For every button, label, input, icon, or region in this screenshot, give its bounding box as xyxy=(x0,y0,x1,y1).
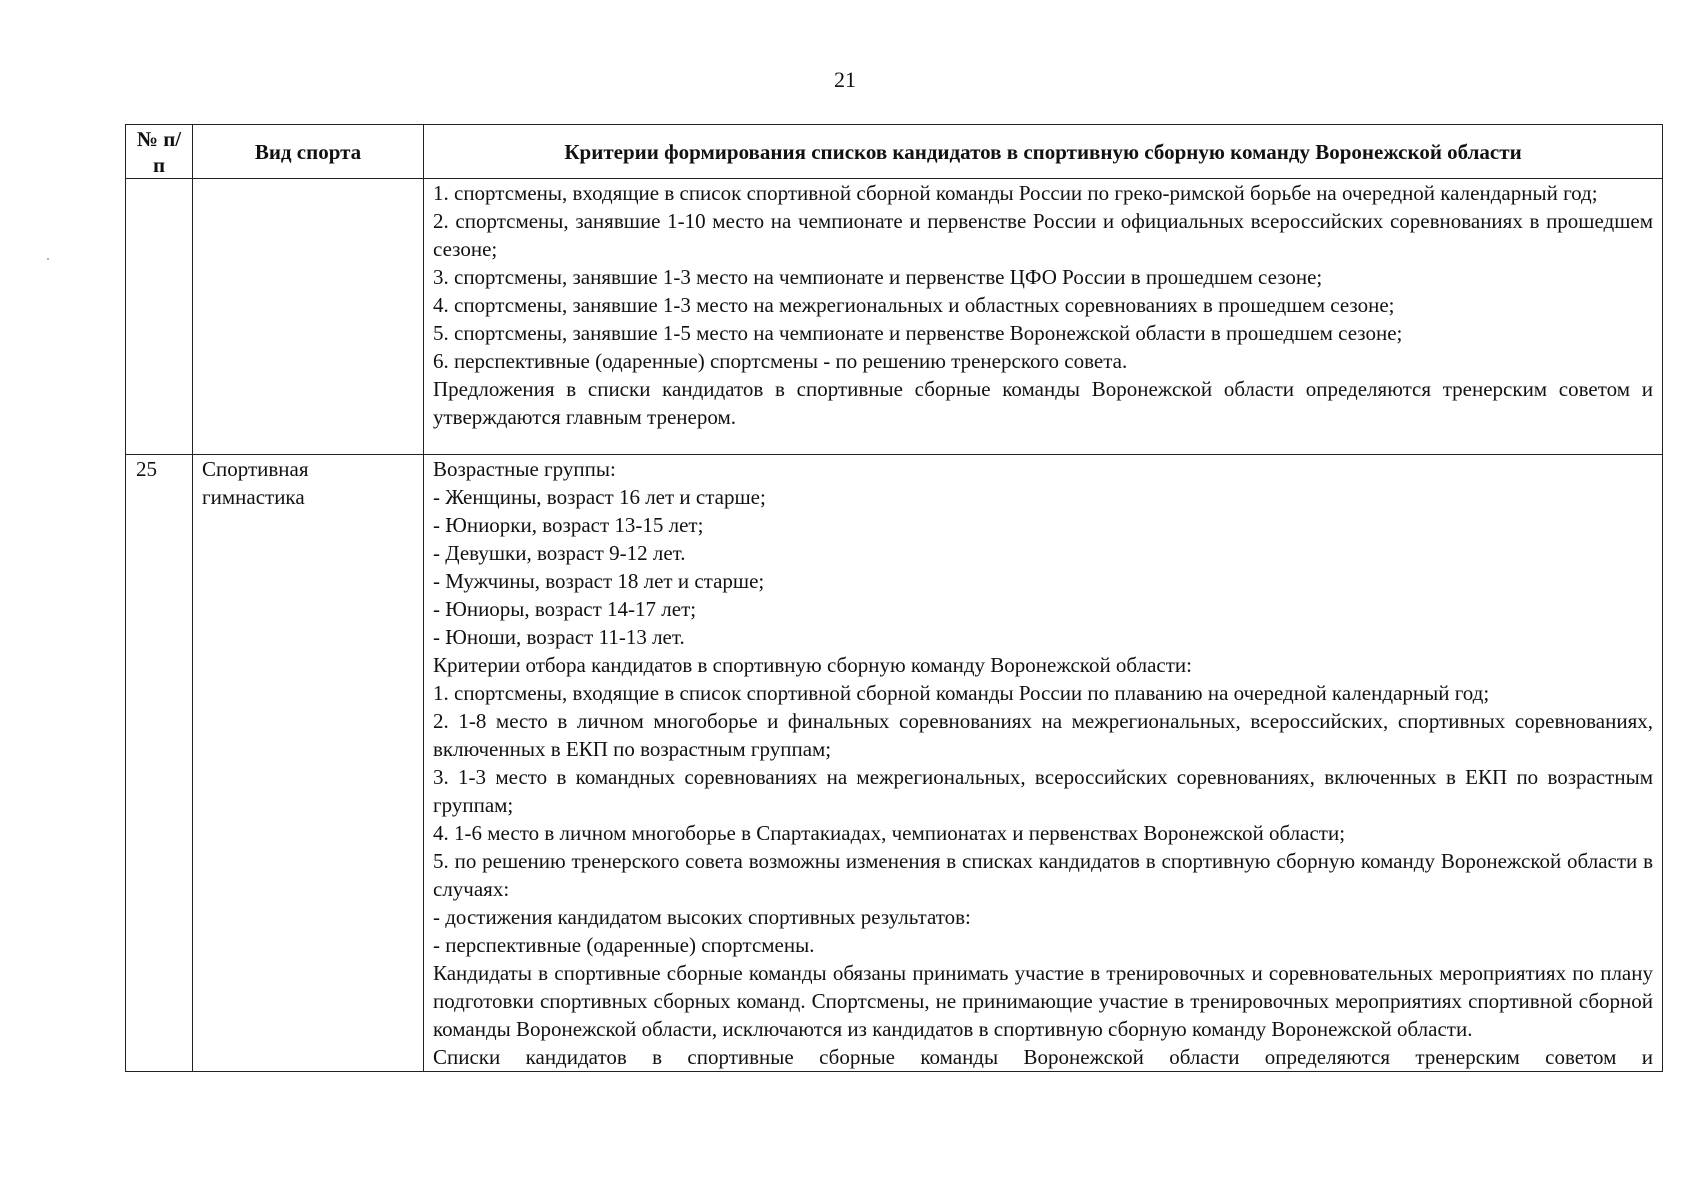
row-sport xyxy=(193,179,424,455)
criteria-line: 4. спортсмены, занявшие 1-3 место на межрегиональных и областных соревнованиях в прошедшем сезоне; xyxy=(433,293,1395,317)
criteria-line: 4. 1-6 место в личном многоборье в Спартакиадах, чемпионатах и первенствах Воронежской области; xyxy=(433,821,1346,845)
criteria-line: 5. спортсмены, занявшие 1-5 место на чемпионате и первенстве Воронежской области в прошедшем сезоне; xyxy=(433,321,1403,345)
criteria-line: 1. спортсмены, входящие в список спортивной сборной команды России по плаванию на очередной календарный год; xyxy=(433,681,1490,705)
row-criteria xyxy=(424,455,1663,1072)
row-sport: Спортивная гимнастика xyxy=(193,455,424,1072)
page-number: 21 xyxy=(834,67,856,92)
criteria-line: Предложения в списки кандидатов в спортивные сборные команды Воронежской области определяются тренерским советом и утверждаются главным тренером. xyxy=(433,377,1653,429)
criteria-line: Критерии отбора кандидатов в спортивную сборную команду Воронежской области: xyxy=(433,653,1192,677)
criteria-line: Кандидаты в спортивные сборные команды обязаны принимать участие в тренировочных и соревновательных мероприятиях по плану подготовки спортивных сборных команд. Спортсмены, не принимающие участие в тренировочных мероприятиях спортивной сборной команды Воронежской области, исключаются из кандидатов в спортивную сборную команду Воронежской области. xyxy=(433,961,1653,1041)
table-row xyxy=(126,179,1663,455)
table-header-row xyxy=(126,125,1663,179)
header-sport: Вид спорта xyxy=(193,125,424,179)
criteria-table xyxy=(125,124,1663,1072)
criteria-line: 3. 1-3 место в командных соревнованиях на межрегиональных, всероссийских соревнованиях, включенных в ЕКП по возрастным группам; xyxy=(433,765,1653,817)
header-num: № п/п xyxy=(126,125,193,179)
row-criteria xyxy=(424,179,1663,455)
criteria-line: - Юниорки, возраст 13-15 лет; xyxy=(433,513,704,537)
criteria-line: - достижения кандидатом высоких спортивных результатов: xyxy=(433,905,971,929)
row-num xyxy=(126,179,193,455)
criteria-line: 2. 1-8 место в личном многоборье и финальных соревнованиях на межрегиональных, всероссийских, спортивных соревнованиях, включенных в ЕКП по возрастным группам; xyxy=(433,709,1653,761)
criteria-line: - Юноши, возраст 11-13 лет. xyxy=(433,625,685,649)
row-num: 25 xyxy=(126,455,193,1072)
criteria-line: - Мужчины, возраст 18 лет и старше; xyxy=(433,569,765,593)
criteria-line: 1. спортсмены, входящие в список спортивной сборной команды России по греко-римской борьбе на очередной календарный год; xyxy=(433,181,1598,205)
criteria-line: - перспективные (одаренные) спортсмены. xyxy=(433,933,815,957)
criteria-line: Списки кандидатов в спортивные сборные команды Воронежской области определяются тренерским советом и xyxy=(433,1045,1653,1069)
header-criteria: Критерии формирования списков кандидатов в спортивную сборную команду Воронежской области xyxy=(424,125,1663,179)
scan-speck xyxy=(47,258,49,260)
criteria-line: 2. спортсмены, занявшие 1-10 место на чемпионате и первенстве России и официальных всероссийских соревнованиях в прошедшем сезоне; xyxy=(433,209,1653,261)
criteria-line: 5. по решению тренерского совета возможны изменения в списках кандидатов в спортивную сборную команду Воронежской области в случаях: xyxy=(433,849,1653,901)
criteria-line: - Юниоры, возраст 14-17 лет; xyxy=(433,597,697,621)
criteria-line: - Девушки, возраст 9-12 лет. xyxy=(433,541,686,565)
criteria-line: 6. перспективные (одаренные) спортсмены - по решению тренерского совета. xyxy=(433,349,1128,373)
table-row xyxy=(126,455,1663,1072)
criteria-line: 3. спортсмены, занявшие 1-3 место на чемпионате и первенстве ЦФО России в прошедшем сезоне; xyxy=(433,265,1323,289)
criteria-line: - Женщины, возраст 16 лет и старше; xyxy=(433,485,766,509)
criteria-line: Возрастные группы: xyxy=(433,457,616,481)
